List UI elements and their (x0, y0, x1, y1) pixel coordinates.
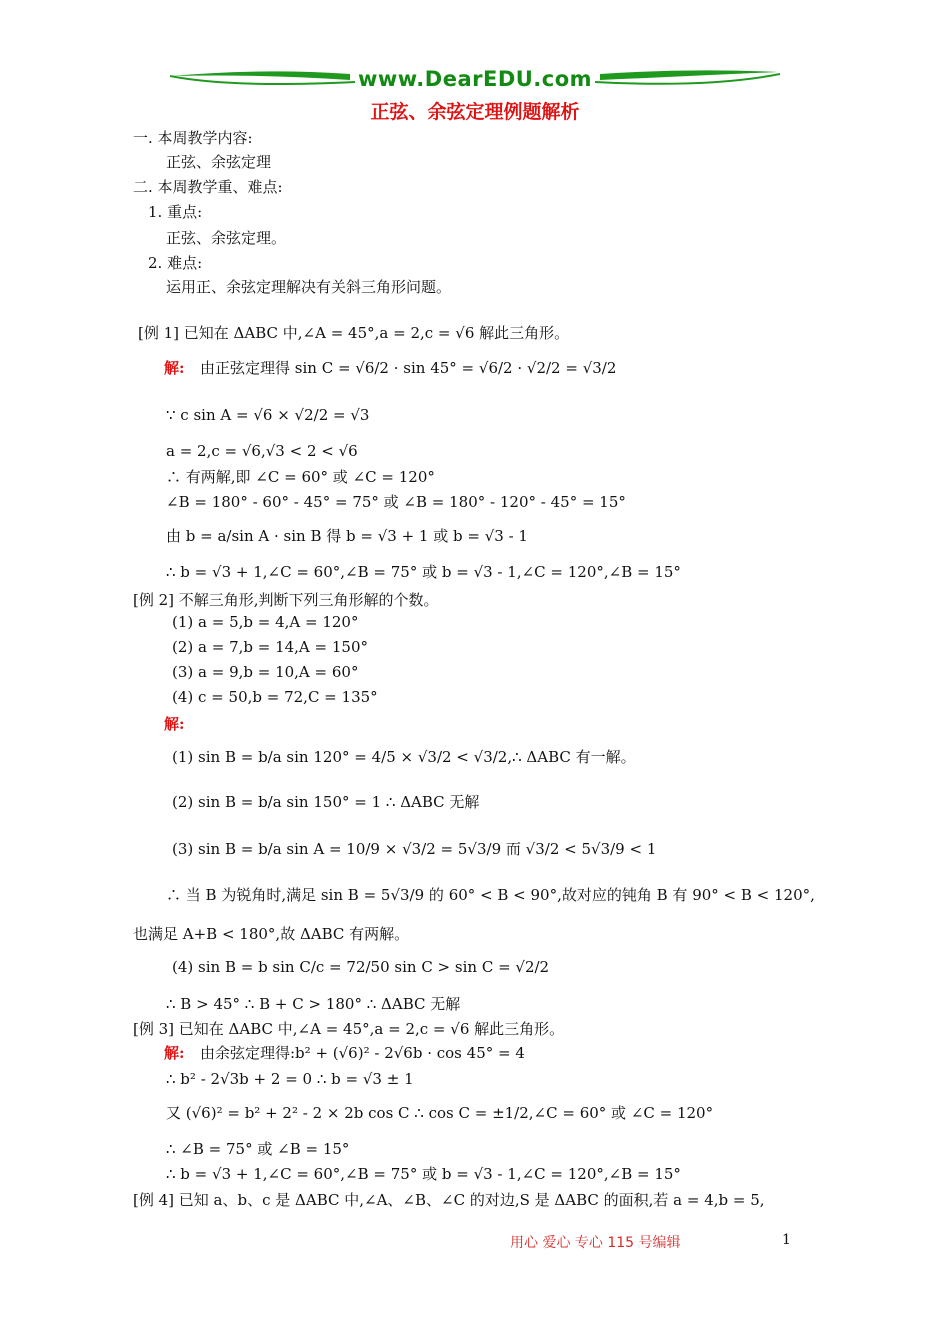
text-line: 正弦、余弦定理。 (166, 229, 287, 247)
page-title: 正弦、余弦定理例题解析 (370, 101, 580, 123)
math-line: ∴ b = √3 + 1,∠C = 60°,∠B = 75° 或 b = √3 - 1,∠C = 120°,∠B = 15° (166, 563, 681, 581)
math-line: (2) sin B = b/a sin 150° = 1 ∴ ΔABC 无解 (172, 793, 480, 811)
math-line: 又 (√6)² = b² + 2² - 2 × 2b cos C ∴ cos C = ±1/2,∠C = 60° 或 ∠C = 120° (166, 1104, 714, 1122)
subheading: 2. 难点: (148, 254, 203, 272)
math-line: ∴ 当 B 为锐角时,满足 sin B = 5√3/9 的 60° < B < 90°,故对应的钝角 B 有 90° < B < 120°, (166, 886, 815, 904)
case-line: (3) a = 9,b = 10,A = 60° (172, 663, 359, 681)
text-line: 运用正、余弦定理解决有关斜三角形问题。 (166, 278, 452, 296)
solution-label: 解: (164, 1044, 185, 1062)
math-line: ∴ ∠B = 75° 或 ∠B = 15° (166, 1140, 350, 1158)
site-logo-text: www.DearEDU.com (357, 67, 593, 91)
math-line: ∴ B > 45° ∴ B + C > 180° ∴ ΔABC 无解 (166, 995, 461, 1013)
page-number: 1 (782, 1232, 791, 1248)
section-heading: 二. 本周教学重、难点: (133, 178, 283, 196)
math-line: ∵ c sin A = √6 × √2/2 = √3 (166, 406, 370, 424)
example-3-statement: [例 3] 已知在 ΔABC 中,∠A = 45°,a = 2,c = √6 解此三角形。 (133, 1020, 565, 1038)
math-line: ∴ b = √3 + 1,∠C = 60°,∠B = 75° 或 b = √3 - 1,∠C = 120°,∠B = 15° (166, 1165, 681, 1183)
math-line: (1) sin B = b/a sin 120° = 4/5 × √3/2 < √3/2,∴ ΔABC 有一解。 (172, 748, 636, 766)
subheading: 1. 重点: (148, 203, 203, 221)
solution-label: 解: (164, 359, 185, 377)
math-line: ∴ b² - 2√3b + 2 = 0 ∴ b = √3 ± 1 (166, 1070, 414, 1088)
math-line: (4) sin B = b sin C/c = 72/50 sin C > sin C = √2/2 (172, 958, 550, 976)
site-banner (170, 66, 780, 94)
example-1-statement: [例 1] 已知在 ΔABC 中,∠A = 45°,a = 2,c = √6 解此三角形。 (138, 324, 570, 342)
math-line: 由正弦定理得 sin C = √6/2 · sin 45° = √6/2 · √2/2 = √3/2 (200, 359, 617, 377)
footer-text: 用心 爱心 专心 115 号编辑 (510, 1235, 681, 1251)
math-line: (3) sin B = b/a sin A = 10/9 × √3/2 = 5√3/9 而 √3/2 < 5√3/9 < 1 (172, 840, 657, 858)
math-line: 由 b = a/sin A · sin B 得 b = √3 + 1 或 b = √3 - 1 (166, 527, 528, 545)
case-line: (1) a = 5,b = 4,A = 120° (172, 613, 359, 631)
example-2-statement: [例 2] 不解三角形,判断下列三角形解的个数。 (133, 591, 439, 609)
example-4-statement: [例 4] 已知 a、b、c 是 ΔABC 中,∠A、∠B、∠C 的对边,S 是 ΔABC 的面积,若 a = 4,b = 5, (133, 1191, 765, 1209)
math-line: 由余弦定理得:b² + (√6)² - 2√6b · cos 45° = 4 (200, 1044, 525, 1062)
case-line: (2) a = 7,b = 14,A = 150° (172, 638, 369, 656)
math-line: ∴ 有两解,即 ∠C = 60° 或 ∠C = 120° (166, 468, 435, 486)
text-line: 也满足 A+B < 180°,故 ΔABC 有两解。 (133, 925, 410, 943)
math-line: a = 2,c = √6,√3 < 2 < √6 (166, 442, 358, 460)
text-line: 正弦、余弦定理 (166, 153, 272, 171)
section-heading: 一. 本周教学内容: (133, 129, 253, 147)
math-line: ∠B = 180° - 60° - 45° = 75° 或 ∠B = 180° - 120° - 45° = 15° (166, 493, 626, 511)
case-line: (4) c = 50,b = 72,C = 135° (172, 688, 378, 706)
solution-label: 解: (164, 715, 185, 733)
